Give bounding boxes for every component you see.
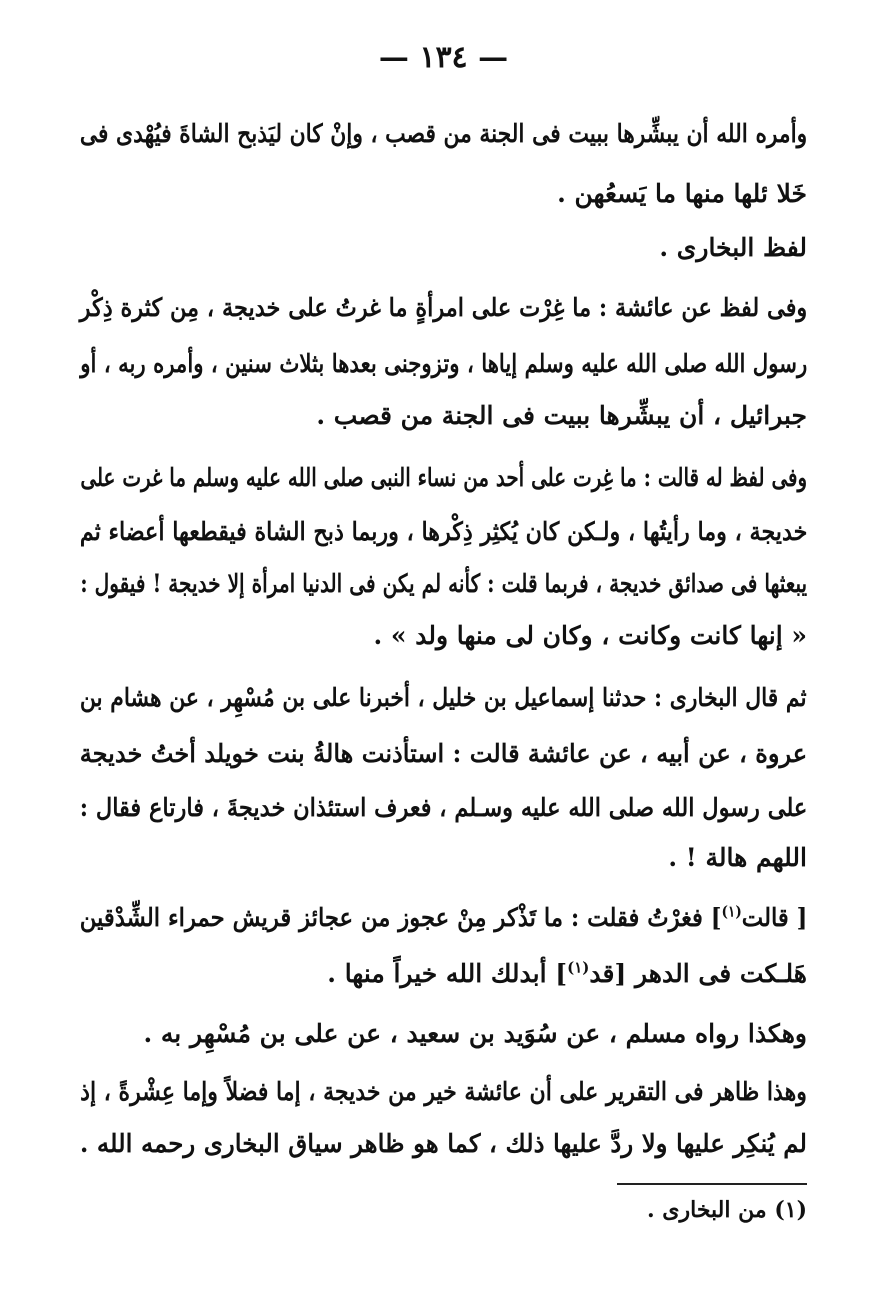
text-line: وفى لفظ عن عائشة : ما غِرْت على امرأةٍ ما غرتُ على خديجة ، مِن كثرة ذِكْر [79,293,807,322]
text-line-with-footnote [327,952,807,996]
text-segment: هَلـكت فى الدهر [قد [589,959,807,988]
text-line: عروة ، عن أبيه ، عن عائشة قالت : استأذنت هالةُ بنت خويلد أختُ خديجة [79,739,807,768]
page-number: — ١٣٤ — [378,40,509,75]
footnote: (١) من البخارى . [646,1197,807,1223]
text-segment: ] فغرْتُ فقلت : ما تَذْكر مِنْ عجوز من عجائز قريش حمراء الشِّدْقين [79,903,722,932]
text-line: على رسول الله صلى الله عليه وسـلم ، فعرف استئذان خديجةَ ، فارتاع فقال : [79,793,807,822]
text-line: لم يُنكِر عليها ولا ردَّ عليها ذلك ، كما هو ظاهر سياق البخارى رحمه الله . [79,1129,807,1158]
text-line-with-footnote [79,896,807,940]
text-line: اللهم هالة ! . [668,843,807,872]
text-segment: [ قالت [741,903,807,932]
text-segment: ] أبدلك الله خيراً منها . [327,959,568,988]
footnote-marker: (١) [721,902,742,921]
text-line: ثم قال البخارى : حدثنا إسماعيل بن خليل ، أخبرنا على بن مُسْهِر ، عن هشام بن [80,683,807,712]
text-line: جبرائيل ، أن يبشِّرها ببيت فى الجنة من قصب . [316,401,807,430]
text-line: « إنها كانت وكانت ، وكان لى منها ولد » . [373,621,807,650]
text-line: وهذا ظاهر فى التقرير على أن عائشة خير من خديجة ، إما فضلاً وإما عِشْرةً ، إذ [80,1077,807,1106]
text-line: خَلا ئلها منها ما يَسعُهن . [557,179,807,208]
text-line: رسول الله صلى الله عليه وسلم إياها ، وتزوجنى بعدها بثلاث سنين ، وأمره ربه ، أو [80,349,807,378]
text-line: وهكذا رواه مسلم ، عن سُوَيد بن سعيد ، عن على بن مُسْهِر به . [143,1019,807,1048]
text-line: وفى لفظ له قالت : ما غِرت على أحد من نساء النبى صلى الله عليه وسلم ما غرت على [80,463,807,492]
text-line: خديجة ، وما رأيتُها ، ولـكن كان يُكثِر ذِكْرها ، وربما ذبح الشاة فيقطعها أعضاء ثم [79,517,807,546]
text-line: لفظ البخارى . [659,233,807,262]
footnote-marker: (١) [567,958,590,977]
text-line: يبعثها فى صدائق خديجة ، فربما قلت : كأنه لم يكن فى الدنيا امرأة إلا خديجة ! فيقول : [80,569,807,598]
footnote-divider [617,1183,807,1185]
text-line: وأمره الله أن يبشِّرها ببيت فى الجنة من قصب ، وإنْ كان ليَذبح الشاةَ فيُهْدى فى [79,119,807,148]
